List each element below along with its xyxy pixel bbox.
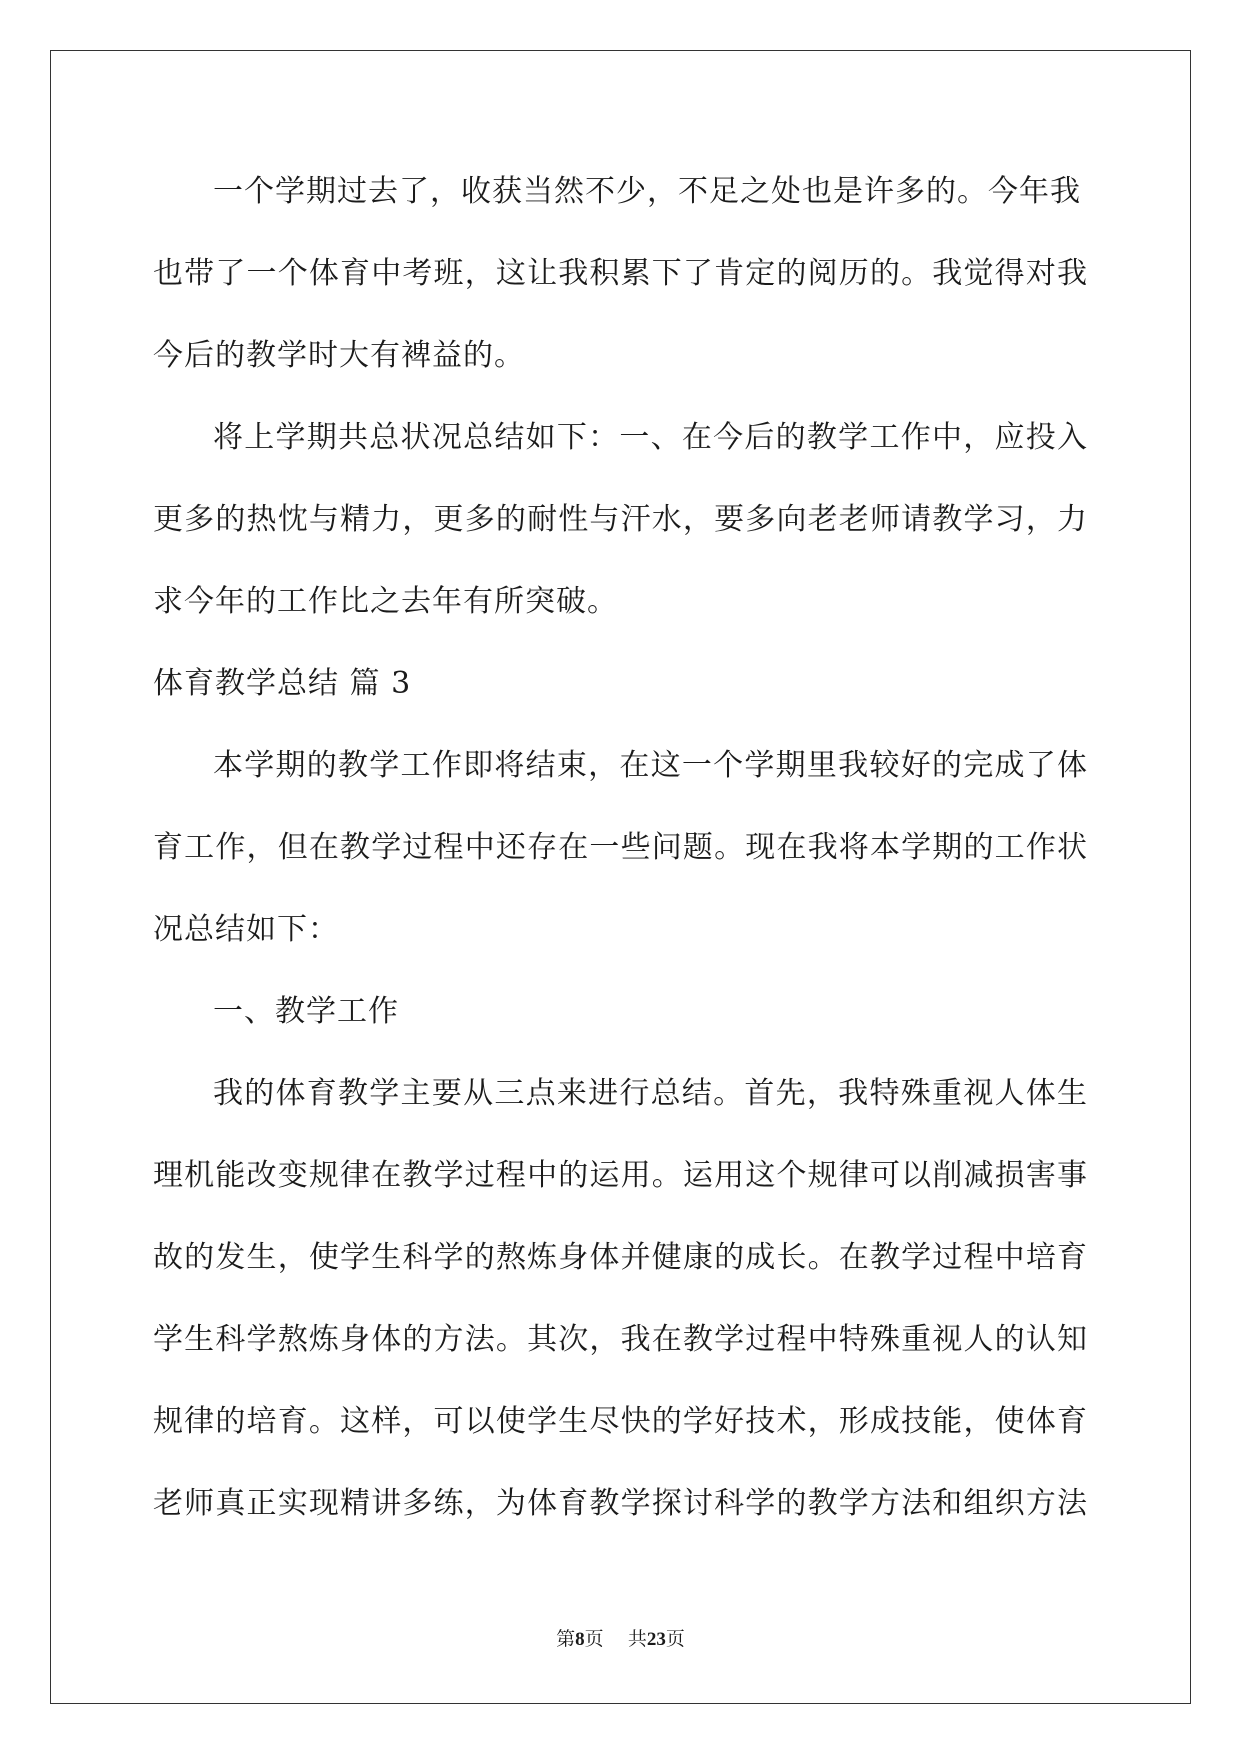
paragraph-4-line-6: 老师真正实现精讲多练，为体育教学探讨科学的教学方法和组织方法 xyxy=(153,1486,1088,1521)
paragraph-1-line-3: 今后的教学时大有裨益的。 xyxy=(153,338,525,373)
paragraph-3-line-1: 本学期的教学工作即将结束，在这一个学期里我较好的完成了体 xyxy=(213,748,1088,783)
paragraph-3-line-2: 育工作，但在教学过程中还存在一些问题。现在我将本学期的工作状 xyxy=(153,830,1088,865)
paragraph-3-line-3: 况总结如下： xyxy=(153,912,339,947)
footer-prefix: 第 xyxy=(556,1628,576,1650)
paragraph-4-line-1: 我的体育教学主要从三点来进行总结。首先，我特殊重视人体生 xyxy=(213,1076,1088,1111)
page-border xyxy=(50,50,1191,1704)
paragraph-2-line-3: 求今年的工作比之去年有所突破。 xyxy=(153,584,618,619)
footer-page-suffix: 页 xyxy=(584,1628,604,1650)
paragraph-2-line-2: 更多的热忱与精力，更多的耐性与汗水，要多向老老师请教学习，力 xyxy=(153,502,1088,537)
paragraph-1-line-1: 一个学期过去了，收获当然不少，不足之处也是许多的。今年我 xyxy=(213,174,1081,209)
page-footer xyxy=(0,1627,1241,1652)
current-page-number: 8 xyxy=(575,1629,585,1650)
section-heading: 体育教学总结 篇 3 xyxy=(153,666,412,701)
paragraph-4-line-3: 故的发生，使学生科学的熬炼身体并健康的成长。在教学过程中培育 xyxy=(153,1240,1088,1275)
paragraph-2-line-1: 将上学期共总状况总结如下：一、在今后的教学工作中，应投入 xyxy=(213,420,1088,455)
footer-total-suffix: 页 xyxy=(665,1628,685,1650)
subsection-title: 一、教学工作 xyxy=(213,994,399,1029)
footer-total-prefix: 共 xyxy=(627,1628,647,1650)
paragraph-4-line-4: 学生科学熬炼身体的方法。其次，我在教学过程中特殊重视人的认知 xyxy=(153,1322,1088,1357)
paragraph-4-line-5: 规律的培育。这样，可以使学生尽快的学好技术，形成技能，使体育 xyxy=(153,1404,1088,1439)
total-page-count: 23 xyxy=(646,1629,666,1650)
paragraph-4-line-2: 理机能改变规律在教学过程中的运用。运用这个规律可以削减损害事 xyxy=(153,1158,1088,1193)
paragraph-1-line-2: 也带了一个体育中考班，这让我积累下了肯定的阅历的。我觉得对我 xyxy=(153,256,1088,291)
